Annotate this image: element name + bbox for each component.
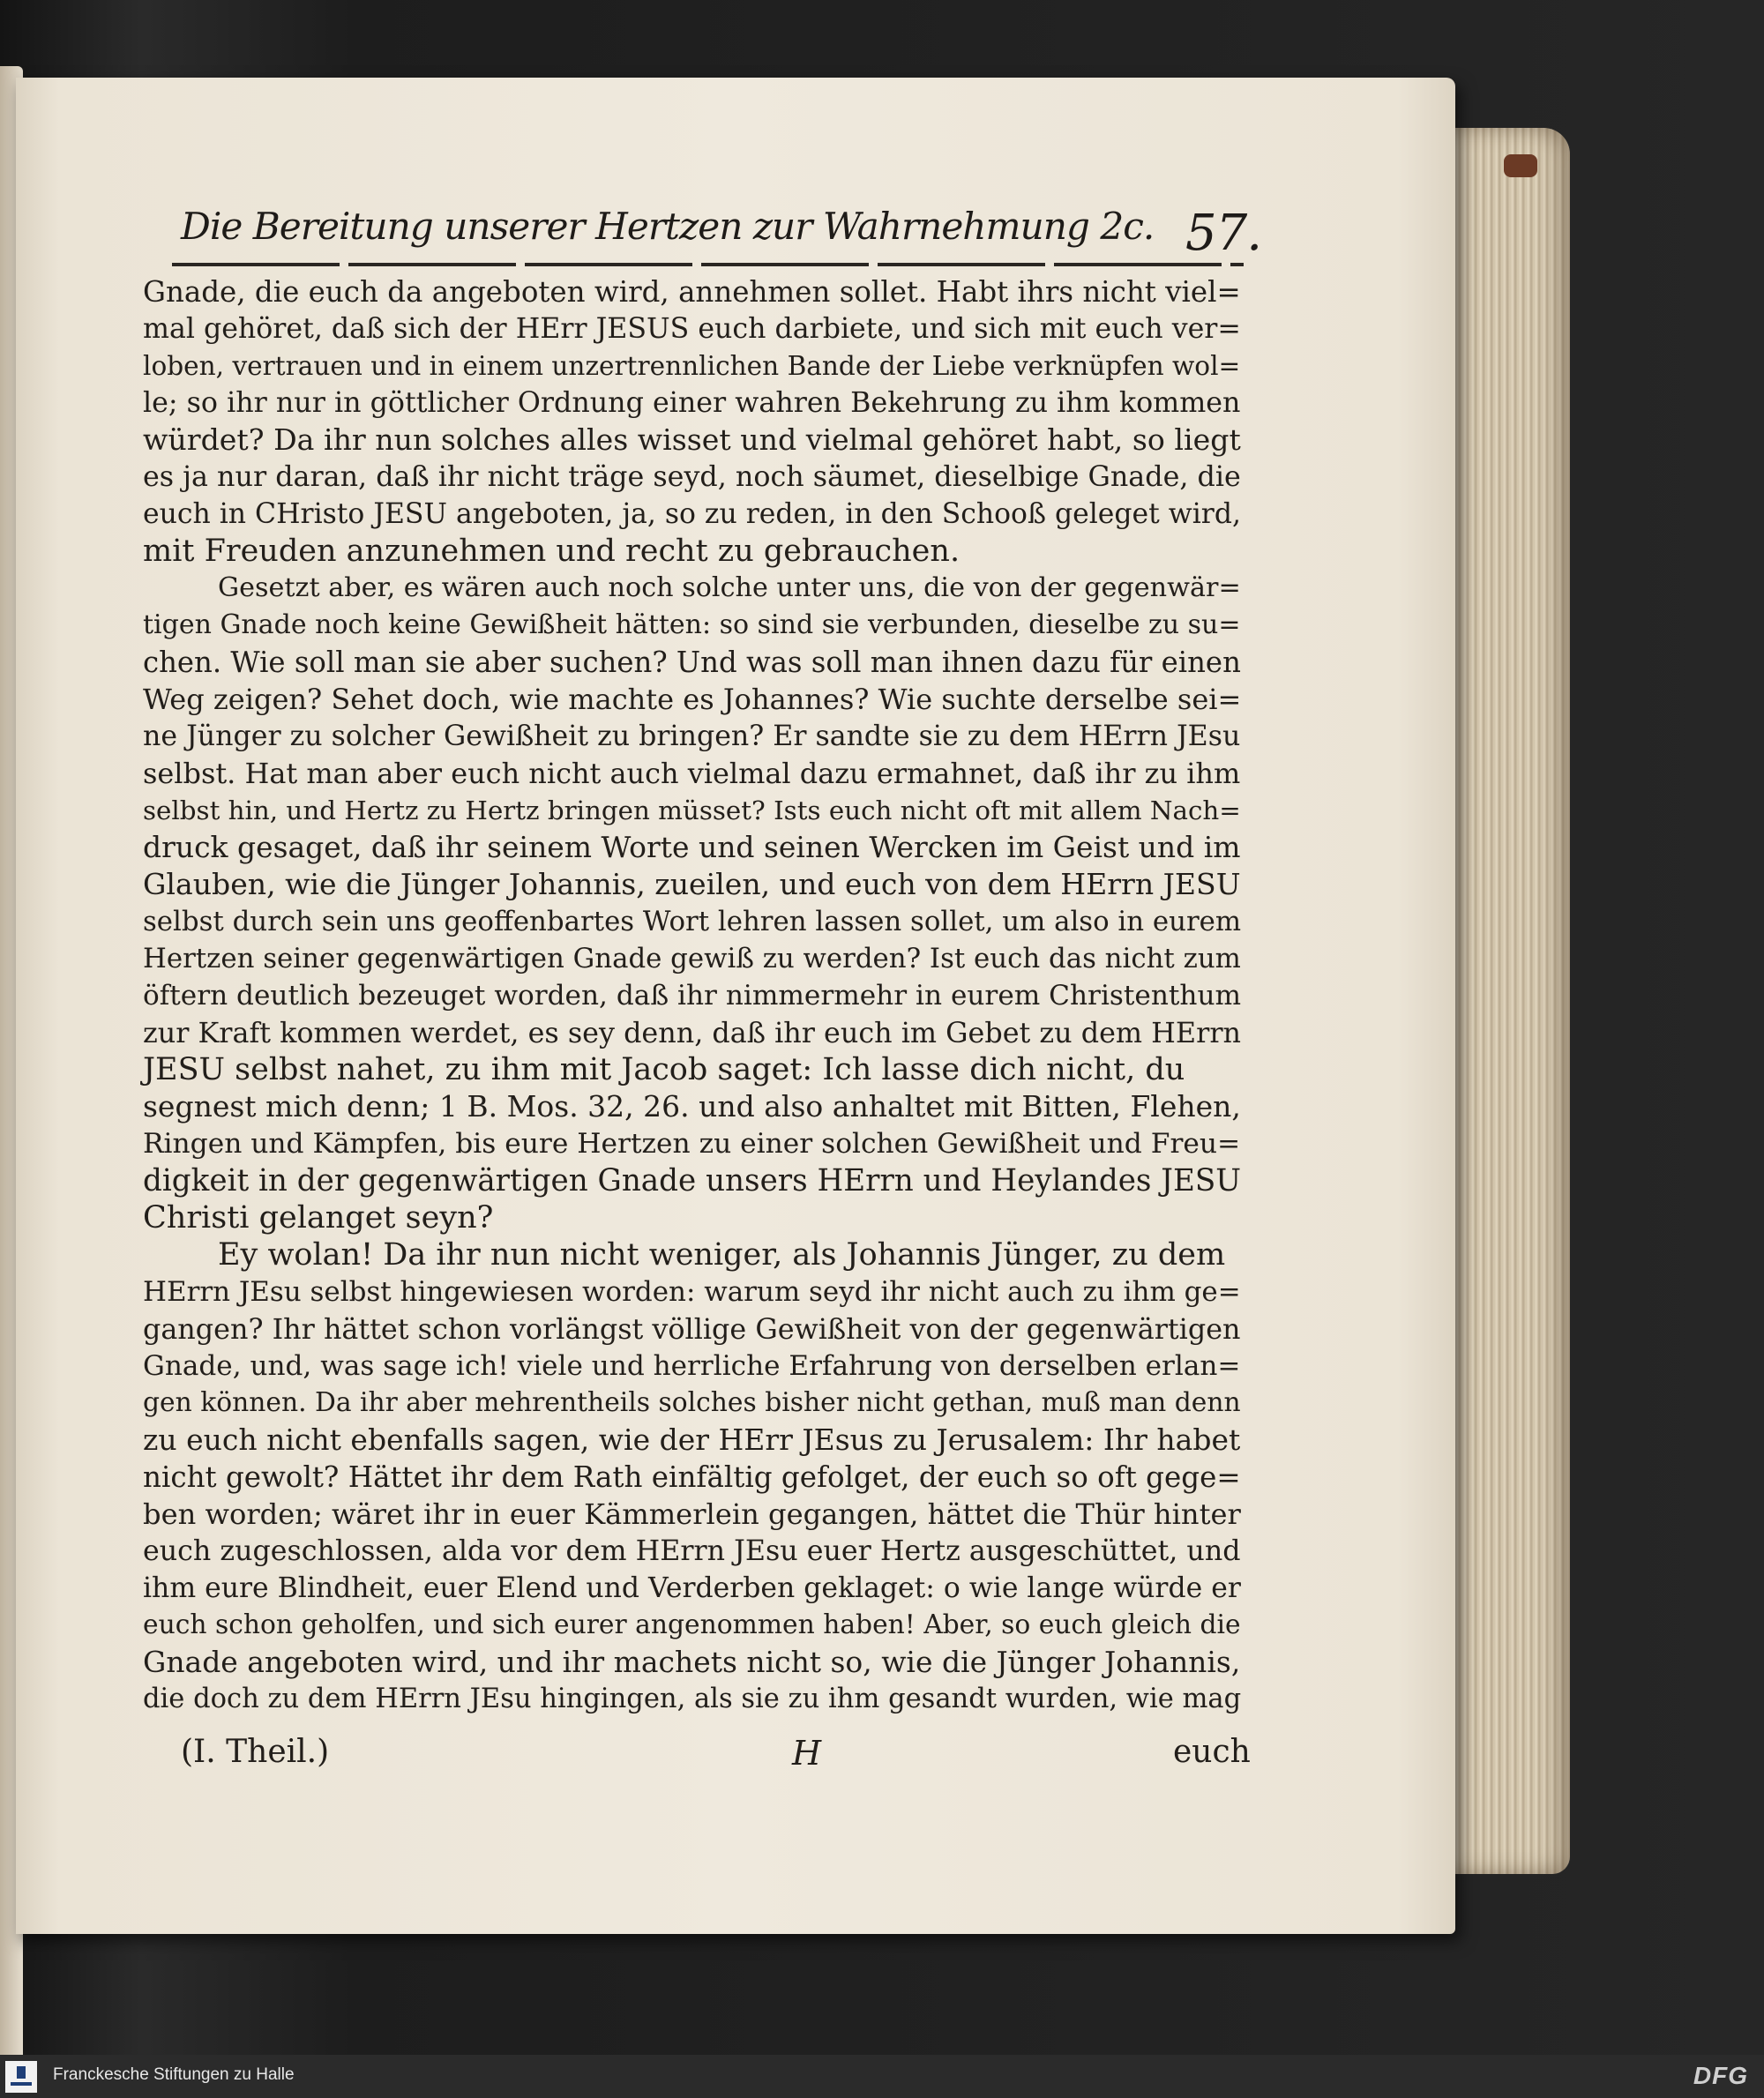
text-line: ben worden; wäret ihr in euer Kämmerlein gegangen, hättet die Thür hinter — [143, 1497, 1241, 1531]
book-clasp — [1504, 154, 1537, 177]
text-line: ne Jünger zu solcher Gewißheit zu bringen? Er sandte sie zu dem HErrn JEsu — [143, 720, 1241, 752]
signature-mark: (I. Theil.) — [181, 1734, 330, 1770]
dfg-logo[interactable]: DFG — [1693, 2062, 1748, 2089]
text-line: Gnade, die euch da angeboten wird, annehmen sollet. Habt ihrs nicht viel= — [143, 275, 1241, 309]
text-line: Gnade angeboten wird, und ihr machets nicht so, wie die Jünger Johannis, — [143, 1645, 1241, 1679]
text-line: es ja nur daran, daß ihr nicht träge seyd, noch säumet, dieselbige Gnade, die — [143, 461, 1241, 493]
text-line: gen können. Da ihr aber mehrentheils solches bisher nicht gethan, muß man denn — [143, 1387, 1241, 1418]
text-line: zur Kraft kommen werdet, es sey denn, daß ihr euch im Gebet zu dem HErrn — [143, 1016, 1242, 1049]
text-line: loben, vertrauen und in einem unzertrennlichen Bande der Liebe verknüpfen wol= — [143, 351, 1241, 381]
page-number: 57. — [1185, 205, 1261, 262]
text-line: mal gehöret, daß sich der HErr JESUS euch darbiete, und sich mit euch ver= — [143, 313, 1241, 345]
text-line: HErrn JEsu selbst hingewiesen worden: warum seyd ihr nicht auch zu ihm ge= — [143, 1276, 1241, 1308]
text-line: gangen? Ihr hättet schon vorlängst völlige Gewißheit von der gegenwärtigen — [143, 1312, 1241, 1346]
text-line: le; so ihr nur in göttlicher Ordnung einer wahren Bekehrung zu ihm kommen — [143, 387, 1241, 419]
text-line: Weg zeigen? Sehet doch, wie machte es Johannes? Wie suchte derselbe sei= — [143, 683, 1242, 716]
book-fore-edge — [1446, 128, 1570, 1874]
text-line: Gesetzt aber, es wären auch noch solche unter uns, die von der gegenwär= — [218, 572, 1241, 603]
text-line: Gnade, und, was sage ich! viele und herrliche Erfahrung von derselben erlan= — [143, 1350, 1241, 1382]
text-line: digkeit in der gegenwärtigen Gnade unsers HErrn und Heylandes JESU — [143, 1163, 1242, 1198]
running-title: Die Bereitung unserer Hertzen zur Wahrnehmung 2c. — [181, 205, 1155, 248]
text-line: euch schon geholfen, und sich eurer angenommen haben! Aber, so euch gleich die — [143, 1609, 1241, 1640]
text-line: selbst durch sein uns geoffenbartes Wort lehren lassen sollet, um also in eurem — [143, 906, 1242, 937]
text-line: zu euch nicht ebenfalls sagen, wie der HErr JEsus zu Jerusalem: Ihr habet — [143, 1422, 1241, 1457]
text-line: die doch zu dem HErrn JEsu hingingen, als sie zu ihm gesandt wurden, wie mag — [143, 1684, 1242, 1714]
text-line: Glauben, wie die Jünger Johannis, zueilen, und euch von dem HErrn JESU — [143, 867, 1241, 901]
text-line: euch zugeschlossen, alda vor dem HErrn JEsu euer Hertz ausgeschüttet, und — [143, 1535, 1241, 1567]
text-line: segnest mich denn; 1 B. Mos. 32, 26. und also anhaltet mit Bitten, Flehen, — [143, 1089, 1241, 1124]
text-line: chen. Wie soll man sie aber suchen? Und was soll man ihnen dazu für einen — [143, 646, 1241, 679]
text-line: tigen Gnade noch keine Gewißheit hätten: so sind sie verbunden, dieselbe zu su= — [143, 609, 1241, 640]
text-line: nicht gewolt? Hättet ihr dem Rath einfältig gefolget, der euch so oft gege= — [143, 1460, 1241, 1494]
foundation-building-icon[interactable] — [5, 2061, 37, 2093]
text-line: öftern deutlich bezeuget worden, daß ihr nimmermehr in eurem Christenthum — [143, 980, 1242, 1012]
text-line: ihm eure Blindheit, euer Elend und Verderben geklaget: o wie lange würde er — [143, 1572, 1241, 1604]
body-text — [143, 273, 1241, 1718]
header-rule — [172, 263, 1244, 266]
running-header — [181, 196, 1261, 266]
text-line: würdet? Da ihr nun solches alles wisset und vielmal gehöret habt, so liegt — [143, 422, 1241, 457]
text-line: druck gesaget, daß ihr seinem Worte und seinen Wercken im Geist und im — [143, 830, 1241, 864]
viewer-footer-bar — [0, 2055, 1764, 2098]
text-line: Christi gelanget seyn? — [143, 1200, 494, 1236]
text-line: JESU selbst nahet, zu ihm mit Jacob saget: Ich lasse dich nicht, du — [143, 1052, 1185, 1087]
text-line: selbst. Hat man aber euch nicht auch vielmal dazu ermahnet, daß ihr zu ihm — [143, 757, 1241, 790]
institution-link[interactable]: Franckesche Stiftungen zu Halle — [53, 2065, 295, 2084]
text-line: mit Freuden anzunehmen und recht zu gebrauchen. — [143, 534, 960, 569]
text-line: Ringen und Kämpfen, bis eure Hertzen zu einer solchen Gewißheit und Freu= — [143, 1128, 1241, 1160]
sheet-mark: H — [792, 1734, 822, 1773]
catchword: euch — [1173, 1734, 1251, 1770]
text-line: selbst hin, und Hertz zu Hertz bringen müsset? Ists euch nicht oft mit allem Nach= — [143, 795, 1241, 825]
text-line: Ey wolan! Da ihr nun nicht weniger, als Johannis Jünger, zu dem — [218, 1237, 1226, 1273]
text-line: euch in CHristo JESU angeboten, ja, so zu reden, in den Schooß geleget wird, — [143, 498, 1241, 530]
text-line: Hertzen seiner gegenwärtigen Gnade gewiß zu werden? Ist euch das nicht zum — [143, 943, 1241, 974]
